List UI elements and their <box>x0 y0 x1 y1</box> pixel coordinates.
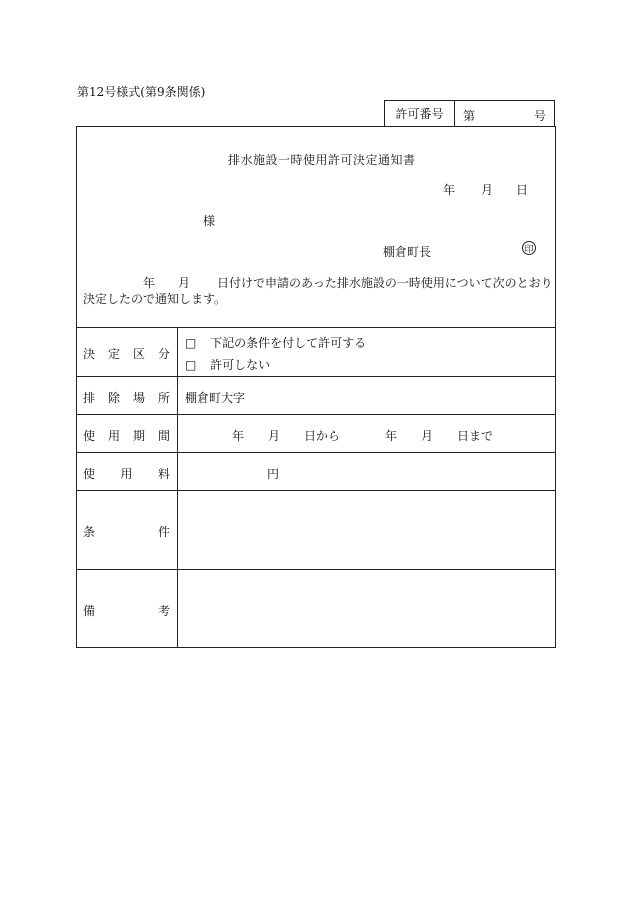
body-line-2: 決定したので通知します。 <box>83 292 227 306</box>
label-char: 使 <box>83 429 96 443</box>
row-divider <box>76 452 556 453</box>
label-char: 使 <box>83 467 96 481</box>
conditions-label <box>83 523 170 540</box>
label-char: 排 <box>83 391 96 405</box>
label-char: 場 <box>132 391 145 405</box>
body-year: 年 <box>143 276 156 290</box>
fee-unit: 円 <box>267 467 280 481</box>
label-char: 備 <box>83 604 96 618</box>
row-divider <box>76 414 556 415</box>
body-line-1: 日付けで申請のあった排水施設の一時使用について次のとおり <box>217 276 553 290</box>
period-to-day: 日まで <box>457 429 494 443</box>
remarks-field[interactable] <box>178 570 555 647</box>
location-value[interactable]: 棚倉町大字 <box>185 391 246 405</box>
option-label: 許可しない <box>210 358 271 372</box>
location-label <box>83 389 170 406</box>
date-day: 日 <box>516 183 529 197</box>
option-label: 下記の条件を付して許可する <box>210 336 367 350</box>
period-to-year: 年 <box>385 429 398 443</box>
body-month: 月 <box>178 276 191 290</box>
period-label <box>83 427 170 444</box>
addressee-suffix: 様 <box>203 214 216 228</box>
permit-number-label: 許可番号 <box>385 101 455 126</box>
fee-label <box>83 465 170 482</box>
permit-number-field[interactable] <box>455 101 554 126</box>
label-char: 期 <box>132 429 145 443</box>
remarks-label <box>83 602 170 619</box>
period-from-day: 日から <box>304 429 341 443</box>
label-char: 間 <box>157 429 170 443</box>
form-number: 第12号様式(第9条関係) <box>77 85 206 99</box>
label-char: 決 <box>83 347 96 361</box>
label-char: 条 <box>83 525 96 539</box>
document-title: 排水施設一時使用許可決定通知書 <box>228 153 416 167</box>
permit-go: 号 <box>533 109 546 123</box>
checkbox-icon[interactable]: □ <box>185 358 197 372</box>
label-char: 料 <box>157 467 170 481</box>
period-from-year: 年 <box>232 429 245 443</box>
label-char: 定 <box>107 347 120 361</box>
label-char: 所 <box>157 391 170 405</box>
permit-number-box <box>384 100 555 126</box>
date-month: 月 <box>481 183 494 197</box>
date-year: 年 <box>443 183 456 197</box>
period-from-month: 月 <box>268 429 281 443</box>
row-divider <box>76 376 556 377</box>
row-divider <box>76 327 556 328</box>
decision-option-permit[interactable] <box>185 334 366 351</box>
decision-label <box>83 345 170 362</box>
label-char: 件 <box>157 525 170 539</box>
decision-option-deny[interactable] <box>185 356 270 373</box>
label-char: 分 <box>157 347 170 361</box>
permit-dai: 第 <box>463 109 476 123</box>
label-char: 用 <box>107 429 120 443</box>
conditions-field[interactable] <box>178 491 555 568</box>
label-char: 除 <box>107 391 120 405</box>
seal-icon: 印 <box>522 241 536 255</box>
label-char: 用 <box>120 467 133 481</box>
label-char: 区 <box>132 347 145 361</box>
label-char: 考 <box>157 604 170 618</box>
period-to-month: 月 <box>421 429 434 443</box>
issuer-name: 棚倉町長 <box>383 245 432 259</box>
checkbox-icon[interactable]: □ <box>185 336 197 350</box>
